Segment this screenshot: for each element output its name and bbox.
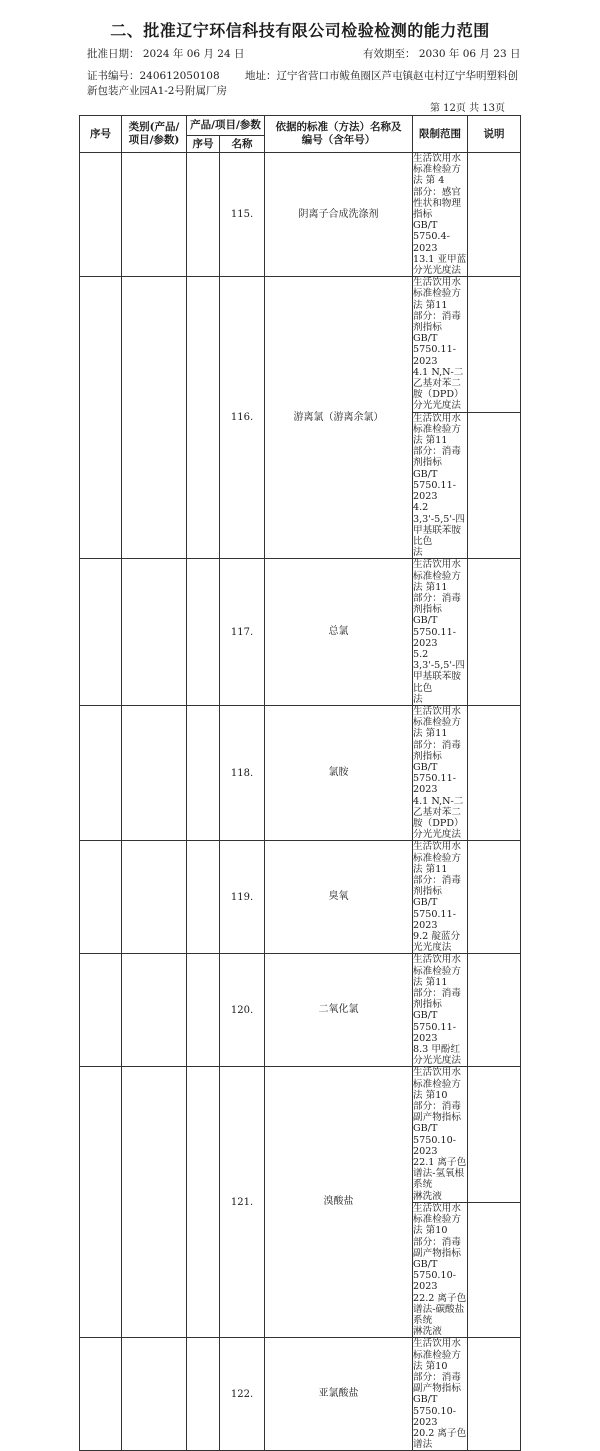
table-row (80, 277, 521, 412)
standard-cell (413, 153, 468, 277)
seq-cell (80, 705, 122, 840)
header-remark: 说明 (468, 116, 521, 153)
standard-cell (413, 277, 468, 412)
standard-cell (413, 954, 468, 1067)
limit-cell (468, 412, 521, 559)
limit-cell (468, 705, 521, 840)
header-category: 类别(产品/项目/参数) (122, 116, 187, 153)
standard-line: 法 (413, 693, 423, 705)
table-row (80, 1338, 521, 1451)
valid-until: 有效期至： 2030 年 06 月 23 日 (363, 48, 521, 60)
category-cell (122, 705, 187, 840)
standard-line: 淋洗液 (413, 1326, 442, 1338)
item-number: 116. (220, 277, 265, 559)
standard-line: GB/T 5750.11-2023 (413, 615, 456, 649)
standard-line: 9.2 靛蓝分光光度法 (413, 931, 461, 954)
category-cell (122, 559, 187, 706)
standard-line: GB/T 5750.10-2023 (413, 1394, 456, 1428)
standard-line: GB/T 5750.11-2023 (413, 468, 456, 503)
standard-line: 分光光度法 (413, 400, 461, 412)
standard-line: 4.1 N,N-二乙基对苯二胺（DPD） (413, 366, 464, 401)
table-row (80, 954, 521, 1067)
standard-line: 法 (413, 547, 423, 559)
standard-line: 5.2 3,3'-5,5'-四甲基联苯胺比色 (413, 648, 465, 694)
standard-line: 4.1 N,N-二乙基对苯二胺（DPD） (413, 795, 464, 829)
standard-line: 生活饮用水标准检验方法 第10 (413, 1338, 461, 1372)
standard-line: 生活饮用水标准检验方法 第10 (413, 1067, 461, 1101)
limit-cell (468, 954, 521, 1067)
standard-line: 生活饮用水标准检验方法 第11 (413, 705, 461, 740)
standard-line: 部分：消毒副产物指标 (413, 1371, 461, 1395)
item-name: 游离氯（游离余氯） (265, 277, 413, 559)
item-name: 溴酸盐 (265, 1067, 413, 1338)
standard-line: 22.1 离子色谱法-氢氧根系统 (413, 1157, 467, 1191)
standard-line: 部分：消毒副产物指标 (413, 1101, 461, 1124)
standard-line: GB/T 5750.11-2023 (413, 333, 456, 367)
address-line-1: 地址：辽宁省营口市鲅鱼圈区芦屯镇赵屯村辽宁华明塑料创 (245, 70, 518, 82)
standard-line: 部分：感官性状和物理指标 (413, 186, 461, 221)
item-name: 氯胺 (265, 705, 413, 840)
product-group-cell (187, 1067, 220, 1338)
limit-cell (468, 559, 521, 706)
standard-cell (413, 1338, 468, 1451)
header-sub-no: 序号 (187, 136, 220, 153)
standard-line: GB/T 5750.10-2023 (413, 1258, 456, 1293)
standard-line: 生活饮用水标准检验方法 第11 (413, 277, 461, 311)
standard-line: 生活饮用水标准检验方法 第10 (413, 1202, 461, 1237)
limit-cell (468, 153, 521, 277)
product-group-cell (187, 954, 220, 1067)
product-group-cell (187, 277, 220, 559)
standard-line: 20.2 离子色谱法 (413, 1427, 467, 1451)
seq-cell (80, 1067, 122, 1338)
item-name: 臭氧 (265, 841, 413, 954)
table-row (80, 153, 521, 277)
seq-cell (80, 559, 122, 706)
header-product-group: 产品/项目/参数 (187, 116, 265, 136)
item-number: 118. (220, 705, 265, 840)
standard-line: 8.3 甲酚红分光光度法 (413, 1044, 461, 1067)
limit-cell (468, 841, 521, 954)
header-seq: 序号 (80, 116, 122, 153)
product-group-cell (187, 1338, 220, 1451)
item-number: 122. (220, 1338, 265, 1451)
page-info: 第 12页 共 13页 (430, 103, 505, 114)
standard-line: 部分：消毒剂指标 (413, 875, 461, 898)
item-number: 121. (220, 1067, 265, 1338)
seq-cell (80, 841, 122, 954)
page-title: 二、批准辽宁环信科技有限公司检验检测的能力范围 (110, 21, 490, 40)
approval-date: 批准日期： 2024 年 06 月 24 日 (87, 48, 245, 60)
standard-cell (413, 412, 468, 559)
standard-line: 4.2 3,3'-5,5'-四甲基联苯胺比色 (413, 502, 465, 547)
header-limit: 限制范围 (413, 116, 468, 153)
table-row (80, 841, 521, 954)
standard-line: 部分：消毒副产物指标 (413, 1236, 461, 1259)
standard-cell (413, 705, 468, 840)
category-cell (122, 277, 187, 559)
item-name: 总氯 (265, 559, 413, 706)
category-cell (122, 1067, 187, 1338)
item-number: 119. (220, 841, 265, 954)
limit-cell (468, 1067, 521, 1202)
standard-line: 部分：消毒剂指标 (413, 592, 461, 616)
seq-cell (80, 1338, 122, 1451)
standard-cell (413, 1067, 468, 1202)
standard-cell (413, 1202, 468, 1337)
capability-table (79, 115, 521, 1451)
category-cell (122, 153, 187, 277)
limit-cell (468, 1202, 521, 1337)
standard-line: 生活饮用水标准检验方法 第11 (413, 412, 461, 447)
item-name: 二氧化氯 (265, 954, 413, 1067)
item-name: 亚氯酸盐 (265, 1338, 413, 1451)
address-line-2: 新包装产业园A1-2号附属厂房 (87, 85, 227, 97)
standard-line: 分光光度法 (413, 829, 461, 841)
table-row (80, 559, 521, 706)
product-group-cell (187, 559, 220, 706)
header-sub-name: 名称 (220, 136, 265, 153)
standard-line: 生活饮用水标准检验方法 第11 (413, 559, 461, 593)
standard-line: 部分：消毒剂指标 (413, 739, 461, 762)
header-standard: 依据的标准（方法）名称及编号（含年号） (265, 116, 413, 153)
category-cell (122, 954, 187, 1067)
certificate-number: 证书编号：240612050108 (87, 70, 220, 82)
standard-cell (413, 559, 468, 706)
table-row (80, 1067, 521, 1202)
limit-cell (468, 277, 521, 412)
standard-line: GB/T 5750.11-2023 (413, 761, 456, 796)
item-number: 120. (220, 954, 265, 1067)
standard-line: 生活饮用水标准检验方法 第 4 (413, 153, 461, 187)
standard-line: 22.2 离子色谱法-碳酸盐系统 (413, 1292, 467, 1326)
product-group-cell (187, 705, 220, 840)
item-name: 阴离子合成洗涤剂 (265, 153, 413, 277)
category-cell (122, 841, 187, 954)
category-cell (122, 1338, 187, 1451)
standard-line: 淋洗液 (413, 1190, 442, 1202)
standard-line: 部分：消毒剂指标 (413, 988, 461, 1011)
limit-cell (468, 1338, 521, 1451)
standard-line: 生活饮用水标准检验方法 第11 (413, 841, 461, 875)
standard-line: 部分：消毒剂指标 (413, 310, 461, 334)
table-row (80, 705, 521, 840)
product-group-cell (187, 841, 220, 954)
seq-cell (80, 954, 122, 1067)
seq-cell (80, 153, 122, 277)
item-number: 115. (220, 153, 265, 277)
product-group-cell (187, 153, 220, 277)
standard-line: 13.1 亚甲蓝分光光度法 (413, 253, 467, 277)
standard-line: 部分：消毒剂指标 (413, 446, 461, 469)
seq-cell (80, 277, 122, 559)
item-number: 117. (220, 559, 265, 706)
standard-cell (413, 841, 468, 954)
standard-line: 生活饮用水标准检验方法 第11 (413, 954, 461, 988)
standard-line: GB/T 5750.11-2023 (413, 897, 456, 931)
standard-line: GB/T 5750.11-2023 (413, 1010, 456, 1044)
standard-line: GB/T 5750.4-2023 (413, 220, 450, 254)
standard-line: GB/T 5750.10-2023 (413, 1123, 456, 1157)
